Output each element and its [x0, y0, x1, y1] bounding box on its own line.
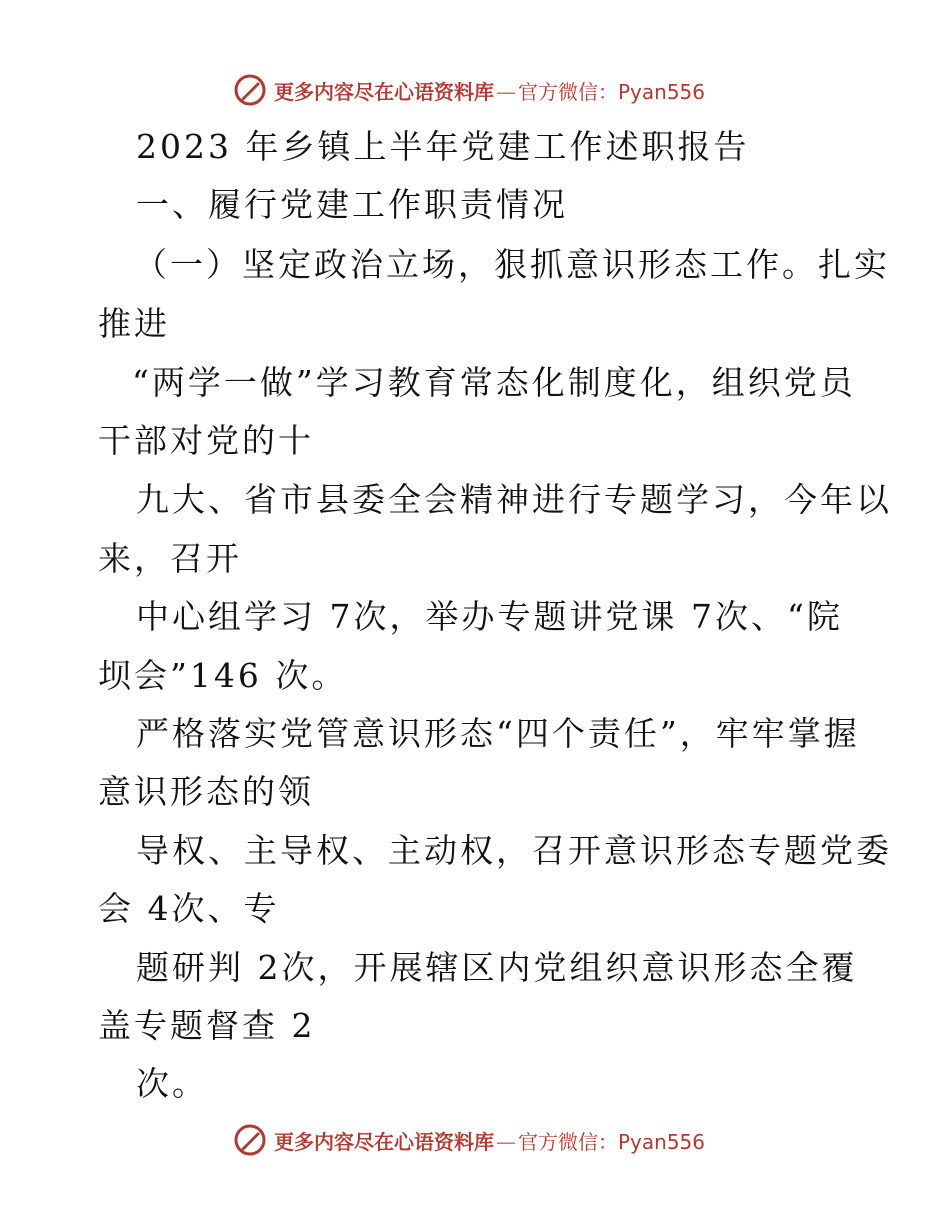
paragraph-line: 次。 — [136, 1064, 208, 1103]
paragraph-line: 干部对党的十 — [98, 421, 314, 460]
watermark-dash: — — [496, 1129, 516, 1154]
section-heading: 一、履行党建工作职责情况 — [136, 185, 568, 224]
watermark-site-text: 更多内容尽在心语资料库 — [274, 79, 494, 104]
paragraph-line: 会 4次、专 — [98, 889, 280, 928]
paragraph-line: 中心组学习 7次，举办专题讲党课 7次、“院 — [136, 597, 843, 636]
pen-logo-icon — [232, 1122, 268, 1158]
pen-logo-icon — [232, 72, 268, 108]
paragraph-line: 九大、省市县委全会精神进行专题学习，今年以 — [136, 480, 892, 519]
paragraph-line: 意识形态的领 — [98, 772, 314, 811]
paragraph-line: 坝会”146 次。 — [98, 656, 348, 695]
watermark-text — [274, 76, 705, 105]
paragraph-line: “两学一做”学习教育常态化制度化，组织党员 — [132, 363, 856, 402]
watermark-site-text: 更多内容尽在心语资料库 — [274, 1129, 494, 1154]
watermark-banner-bottom — [232, 1120, 705, 1160]
paragraph-line: 推进 — [98, 304, 170, 343]
watermark-banner-top — [232, 70, 705, 110]
paragraph-line: 盖专题督查 2 — [98, 1006, 316, 1045]
paragraph-line: （一）坚定政治立场，狠抓意识形态工作。扎实 — [134, 245, 890, 284]
paragraph-line: 导权、主导权、主动权，召开意识形态专题党委 — [136, 831, 892, 870]
watermark-wechat-text: 官方微信：Pyan556 — [518, 1129, 706, 1154]
paragraph-line: 来，召开 — [98, 539, 242, 578]
paragraph-line: 题研判 2次，开展辖区内党组织意识形态全覆 — [136, 948, 858, 987]
watermark-wechat-text: 官方微信：Pyan556 — [518, 79, 706, 104]
document-title: 2023 年乡镇上半年党建工作述职报告 — [136, 127, 750, 166]
watermark-text — [274, 1126, 705, 1155]
paragraph-line: 严格落实党管意识形态“四个责任”，牢牢掌握 — [136, 714, 860, 753]
watermark-dash: — — [496, 79, 516, 104]
